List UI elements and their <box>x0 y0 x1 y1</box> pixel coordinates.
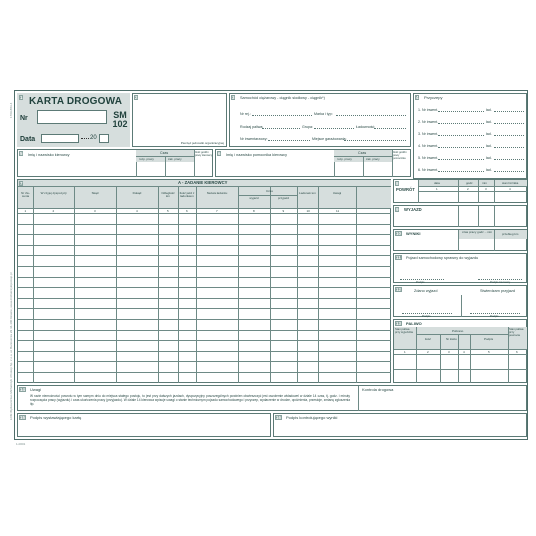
divider <box>440 334 441 383</box>
vehicle-ok-label: Pojazd samochodowy sprawny do wyjazdu <box>406 256 479 260</box>
trailer-capacity-field[interactable] <box>494 147 524 148</box>
capacity-label: Ładowność: <box>356 125 376 129</box>
trailer-capacity-field[interactable] <box>494 159 524 160</box>
task-table <box>17 179 391 383</box>
signature-label: Podpis <box>484 337 494 341</box>
col-num: 2 <box>467 187 469 191</box>
controller-signature-label: Podpis kontrolującego wyniki <box>286 415 338 420</box>
results-label: WYNIKI <box>406 231 421 236</box>
arrival-confirm-label: Stwierdzam przyjazd <box>480 289 516 293</box>
signature-caption: Podpis <box>490 314 499 318</box>
footer-code: 1-0001 <box>16 442 26 446</box>
trailer-capacity-label: ład. <box>486 108 492 112</box>
divider <box>165 162 166 177</box>
header-block <box>17 93 130 147</box>
column-divider <box>270 186 271 383</box>
col-num: 3 <box>448 350 450 354</box>
trailer-inventory-field[interactable] <box>438 147 484 148</box>
start-label: rozp. pracy <box>337 157 352 161</box>
garage-field[interactable] <box>344 140 406 141</box>
table-row[interactable] <box>18 319 391 320</box>
column-divider <box>178 186 179 383</box>
box-number: 9 <box>396 207 399 212</box>
divider <box>418 191 527 192</box>
vehicle-ok-box <box>393 253 527 283</box>
trailer-inventory-field[interactable] <box>438 159 484 160</box>
box-number: 3 <box>232 95 235 100</box>
divider <box>508 327 509 383</box>
driver-signature-caption: Podpis kierowcy <box>490 280 511 284</box>
box-number: 7 <box>20 181 23 186</box>
trailer-row-label: 1. Nr inwent. <box>418 108 439 112</box>
task-banner: A - ZADANIE KIEROWCY <box>178 180 228 185</box>
trailer-inventory-field[interactable] <box>438 171 484 172</box>
column-header: przyjazd <box>277 196 290 200</box>
column-number: 10 <box>306 209 310 213</box>
trailer-capacity-field[interactable] <box>494 171 524 172</box>
remarks-label: Uwagi <box>30 387 42 392</box>
col-num: 1 <box>404 350 406 354</box>
table-row[interactable] <box>18 224 391 225</box>
fuel-taken-label: Pobrano <box>452 329 464 333</box>
box-number: 5 <box>20 151 23 156</box>
trailer-inventory-field[interactable] <box>438 135 484 136</box>
box-number: 1 <box>20 95 23 100</box>
divider <box>494 180 495 203</box>
hour-col: godz. <box>466 181 474 185</box>
trailer-row-label: 5. Nr inwent. <box>418 156 439 160</box>
trailer-row-label: 6. Nr inwent. <box>418 168 439 172</box>
inventory-label: Nr inwentarzowy: <box>240 137 268 141</box>
box-number: 12 <box>396 287 401 292</box>
table-row[interactable] <box>18 298 391 299</box>
time-header <box>334 150 392 162</box>
trailer-capacity-field[interactable] <box>494 135 524 136</box>
divider <box>478 206 479 227</box>
box-number: 10 <box>396 231 401 236</box>
fuel-end-label: Stan paliwa przy powrocie <box>509 327 524 337</box>
trailer-capacity-label: ład. <box>486 156 492 160</box>
table-row[interactable] <box>18 308 391 309</box>
helper-label: Imię i nazwisko pomocnika kierowcy <box>226 153 287 157</box>
time-group-header: Czas <box>266 189 273 193</box>
time-header <box>136 150 194 162</box>
trailer-capacity-label: ład. <box>486 144 492 148</box>
col-num: 4 <box>509 187 511 191</box>
divider <box>494 206 495 227</box>
form-title: KARTA DROGOWA <box>29 96 123 107</box>
departure-handover-label: Zdano wyjazd <box>414 289 438 293</box>
stamp-box <box>132 93 227 147</box>
nr-label: Nr <box>20 115 28 122</box>
column-number: 9 <box>282 209 285 213</box>
results-box <box>393 229 527 251</box>
column-divider <box>297 186 298 383</box>
column-number: 7 <box>216 209 218 213</box>
capacity-field[interactable] <box>374 128 406 129</box>
divider <box>418 180 419 203</box>
trailer-row-label: 3. Nr inwent. <box>418 132 439 136</box>
divider <box>458 334 459 383</box>
col-num: 6 <box>516 350 518 354</box>
driver-box <box>17 149 213 177</box>
column-header: Skąd <box>91 191 99 195</box>
stamp-caption: Pieczęć jednostki organizacyjnej <box>180 141 224 145</box>
work-time-label: czas pracy godz. - min <box>462 230 493 234</box>
time-label: Czas <box>358 151 367 155</box>
vehicle-heading: Samochód ciężarowy - ciągnik siodłowy - ciągnik*) <box>240 96 325 100</box>
reg-number-label: Nr rej.: <box>240 112 251 116</box>
divider <box>458 180 459 203</box>
form-code: SM 102 <box>112 110 128 129</box>
table-row[interactable] <box>18 351 391 352</box>
mileage-label: przebieg km <box>502 232 519 236</box>
column-divider <box>116 186 117 383</box>
column-header: Odległość km <box>161 191 175 199</box>
trailer-capacity-label: ład. <box>486 132 492 136</box>
table-row[interactable] <box>18 266 391 267</box>
column-number: 8 <box>253 209 255 213</box>
signature-caption: Podpis <box>422 314 431 318</box>
box-number: 15 <box>20 415 25 420</box>
col-num: 1 <box>436 187 438 191</box>
trailers-heading: Przyczepy <box>424 95 443 100</box>
end-label: zak. pracy <box>366 157 380 161</box>
driver-label: Imię i nazwisko kierowcy <box>28 153 70 157</box>
trailer-capacity-field[interactable] <box>494 111 524 112</box>
table-row[interactable] <box>18 255 391 256</box>
box-number: 4 <box>416 95 419 100</box>
divider <box>478 180 479 203</box>
column-header: Nazwa ładunku <box>206 191 228 195</box>
table-row[interactable] <box>18 287 391 288</box>
helper-box <box>215 149 411 177</box>
inventory-field[interactable] <box>268 140 310 141</box>
divider <box>363 162 364 177</box>
column-header: Ładunek ton <box>299 191 316 195</box>
trailer-inventory-field[interactable] <box>438 111 484 112</box>
col-num: 2 <box>427 350 429 354</box>
box-number: 8 <box>396 181 399 186</box>
column-number: 5 <box>167 209 169 213</box>
vehicle-box <box>229 93 411 147</box>
hours-label: Ilość godzin pracy pomocnika <box>393 151 407 160</box>
col-num: 5 <box>488 350 490 354</box>
column-header: Ilość jazd z ładunkiem <box>179 191 195 199</box>
box-number: 13 <box>396 321 401 326</box>
fuel-label: PALIWO <box>406 321 422 326</box>
column-number: 2 <box>52 209 55 213</box>
divider <box>18 213 391 214</box>
group-label: Grupa: <box>302 125 313 129</box>
signature-caption: Podpis <box>416 280 425 284</box>
return-box <box>393 179 527 203</box>
col-num: 4 <box>463 350 465 354</box>
issuer-signature-label: Podpis wystawiającego kartę <box>30 415 82 420</box>
box-number: 6 <box>218 151 221 156</box>
divider <box>238 195 297 196</box>
column-header: W czyjej dyspozycji <box>40 191 67 195</box>
return-label: POWRÓT <box>396 187 415 192</box>
date-dots <box>81 138 89 139</box>
publisher-side-text: ŁDM Wydawnictwo Michalczyk i Prokop Sp. z o.o. ul. Bartoszcza 29 44-100 Gliwice, www.michalczykiprokop.pl <box>9 272 13 420</box>
table-row[interactable] <box>18 330 391 331</box>
trailer-row-label: 2. Nr inwent. <box>418 120 439 124</box>
date-col: data <box>434 181 440 185</box>
column-number: 6 <box>186 209 188 213</box>
table-row[interactable] <box>18 245 391 246</box>
box-number: 14 <box>20 387 25 392</box>
start-label: rozp. pracy <box>139 157 154 161</box>
issuer-signature-box[interactable] <box>17 413 271 437</box>
trailers-box <box>413 93 527 179</box>
controller-signature-box[interactable] <box>273 413 527 437</box>
handover-box <box>393 285 527 317</box>
odometer-col: stan licznika <box>502 181 519 185</box>
table-row[interactable] <box>18 234 391 235</box>
table-row[interactable] <box>18 277 391 278</box>
departure-label: WYJAZD <box>404 207 422 212</box>
column-header: Uwagi <box>332 191 342 195</box>
date-field[interactable] <box>41 134 79 143</box>
column-header: Nr zle-cenia <box>21 191 30 199</box>
card-number-field[interactable] <box>37 110 107 124</box>
trailer-inventory-field[interactable] <box>438 123 484 124</box>
receipt-label: Nr kwitu <box>446 337 457 341</box>
fuel-start-label: Stan paliwa przy wyjeździe <box>395 327 414 334</box>
divider <box>494 230 495 251</box>
side-code: 1709-883-4 <box>9 102 13 118</box>
garage-label: Miejsce garażowania: <box>312 137 347 141</box>
column-divider <box>238 186 239 383</box>
hours-label: Ilość godzin pracy kierowcy <box>195 151 213 157</box>
fuel-type-field[interactable] <box>262 128 300 129</box>
table-row[interactable] <box>18 340 391 341</box>
col-num: 3 <box>485 187 487 191</box>
trailer-capacity-label: ład. <box>486 168 492 172</box>
trailer-row-label: 4. Nr inwent. <box>418 144 439 148</box>
trailer-capacity-label: ład. <box>486 120 492 124</box>
column-number: 4 <box>136 209 138 213</box>
date-label: Data <box>20 136 36 143</box>
make-field[interactable] <box>336 115 406 116</box>
divider <box>416 334 508 335</box>
box-number: 16 <box>276 415 281 420</box>
road-control-label: Kontrola drogowa <box>362 387 394 392</box>
divider <box>458 206 459 227</box>
column-divider <box>318 186 319 383</box>
column-header: wyjazd <box>249 196 259 200</box>
remarks-box <box>17 385 527 411</box>
divider <box>394 369 527 370</box>
year-field[interactable] <box>99 134 109 143</box>
column-number: 11 <box>336 209 340 213</box>
time-label: Czas <box>160 151 169 155</box>
road-card-form <box>14 90 528 440</box>
divider <box>461 295 462 317</box>
departure-box <box>393 205 527 227</box>
reg-number-field[interactable] <box>252 115 312 116</box>
column-divider <box>74 186 75 383</box>
divider <box>416 327 417 383</box>
quantity-label: ilość <box>425 337 432 341</box>
group-field[interactable] <box>314 128 354 129</box>
trailer-capacity-field[interactable] <box>494 123 524 124</box>
table-row[interactable] <box>18 361 391 362</box>
minute-col: min <box>482 181 487 185</box>
divider <box>358 386 359 411</box>
column-divider <box>33 186 34 383</box>
box-number: 2 <box>135 95 138 100</box>
fuel-type-label: Rodzaj paliwa: <box>240 125 264 129</box>
fuel-box <box>393 319 527 383</box>
box-number: 11 <box>396 255 401 260</box>
divider <box>458 230 459 251</box>
column-number: 1 <box>24 209 27 213</box>
column-divider <box>356 186 357 383</box>
make-label: Marka i typ: <box>314 112 333 116</box>
column-divider <box>158 186 159 383</box>
end-label: zak. pracy <box>168 157 182 161</box>
divider <box>470 334 471 383</box>
column-divider <box>196 186 197 383</box>
year-suffix: 20 <box>90 135 97 141</box>
table-row[interactable] <box>18 372 391 373</box>
remarks-text: W razie niemożności powrotu w tym samym dniu do miejsca stałego postoju, to jest przy dalszych jazdach, dyspozycyjny poszczególnych powinien obwieszczyć jest oszołemie wkładowel w dziale 14 czas, tj. godz. i minuty rozpoczęcia pracy (wyjazdu) i czas ukończenia pracy (przyjazdu). W dziale 14 kierowca wpisuje uwagi o stanie technicznym pojazdu samochodowego i przyczep, wydarzenie w drodze, opóźnienia, przestoje, zmianę zgłoszenia itp. <box>30 394 350 406</box>
column-header: Dokąd <box>132 191 142 195</box>
column-number: 3 <box>94 209 96 213</box>
